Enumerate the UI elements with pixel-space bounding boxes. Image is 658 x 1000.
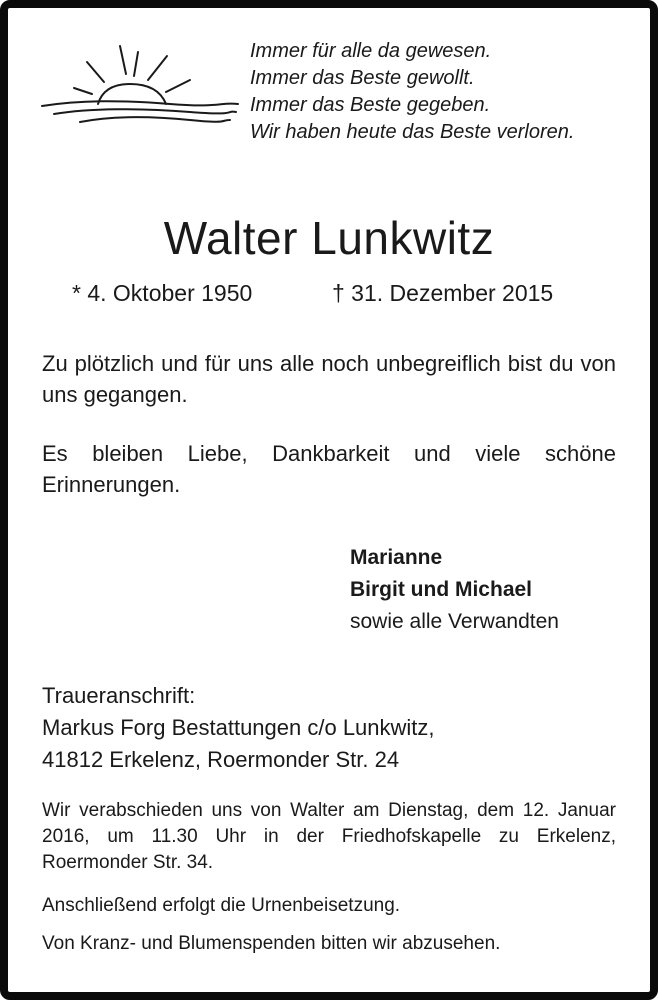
sunset-icon: [40, 42, 240, 132]
poem-line: Immer das Beste gewollt.: [250, 67, 475, 89]
condolence-paragraph-2: Es bleiben Liebe, Dankbarkeit und viele schöne Erinnerungen.: [42, 441, 616, 497]
signers: [350, 542, 559, 638]
address-label: Traueranschrift:: [42, 683, 196, 708]
signer-name: Birgit und Michael: [350, 578, 533, 601]
poem-line: Immer für alle da gewesen.: [250, 40, 492, 62]
flowers-notice: Von Kranz- und Blumenspenden bitten wir abzusehen.: [42, 933, 501, 954]
poem-line: Immer das Beste gegeben.: [250, 94, 491, 116]
poem: [250, 38, 574, 146]
condolence-paragraph-1: Zu plötzlich und für uns alle noch unbegreiflich bist du von uns gegangen.: [42, 351, 616, 407]
address-line: Markus Forg Bestattungen c/o Lunkwitz,: [42, 715, 435, 740]
birth-date: * 4. Oktober 1950: [72, 280, 253, 306]
poem-line: Wir haben heute das Beste verloren.: [250, 121, 575, 143]
address-line: 41812 Erkelenz, Roermonder Str. 24: [42, 747, 400, 772]
farewell-notice: Wir verabschieden uns von Walter am Dienstag, dem 12. Januar 2016, um 11.30 Uhr in der Friedhofskapelle zu Erkelenz, Roermonder Str. 34.: [42, 800, 616, 873]
death-date: † 31. Dezember 2015: [332, 280, 554, 306]
burial-notice: Anschließend erfolgt die Urnenbeisetzung.: [42, 895, 401, 916]
signer-name: Marianne: [350, 546, 443, 569]
deceased-name: Walter Lunkwitz: [163, 212, 495, 264]
mourning-address: [42, 680, 435, 776]
signer-relatives: sowie alle Verwandten: [350, 610, 559, 633]
